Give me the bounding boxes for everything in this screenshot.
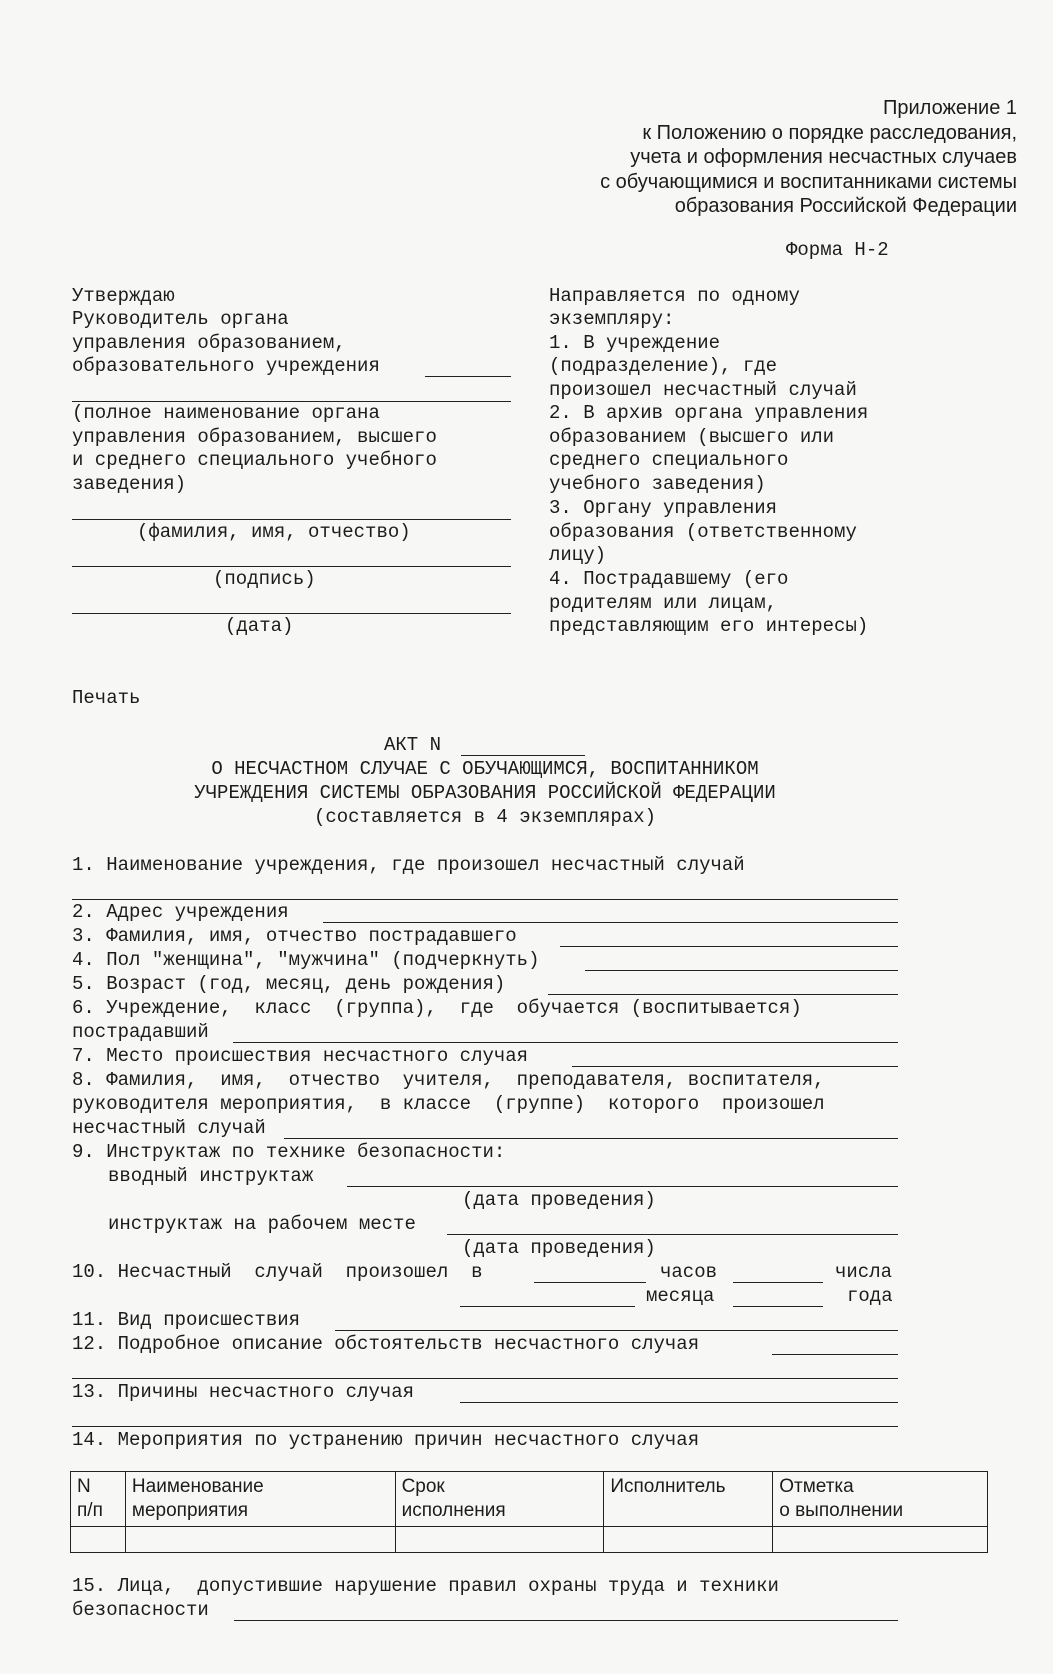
distribution-line: экземпляру: <box>549 308 675 330</box>
column-header: исполнения <box>401 1500 506 1521</box>
approve-heading: Утверждаю <box>72 285 175 307</box>
item-15-label: безопасности <box>72 1599 209 1621</box>
approve-line: Руководитель органа <box>72 308 289 330</box>
column-header: Отметка <box>779 1476 854 1497</box>
approve-line: образовательного учреждения <box>72 355 380 377</box>
appendix-line: учета и оформления несчастных случаев <box>630 146 1017 168</box>
item-6-label: пострадавший <box>72 1021 209 1043</box>
item-4-label: 4. Пол "женщина", "мужчина" (подчеркнуть) <box>72 949 540 971</box>
distribution-line: (подразделение), где <box>549 355 778 377</box>
org-hint: (полное наименование органа <box>72 402 380 424</box>
item-9b-blank[interactable] <box>447 1234 898 1235</box>
act-title-line: О НЕСЧАСТНОМ СЛУЧАЕ С ОБУЧАЮЩИМСЯ, ВОСПИТАННИКОМ <box>211 758 759 780</box>
distribution-line: 3. Органу управления <box>549 497 778 519</box>
item-8-label: 8. Фамилия, имя, отчество учителя, преподавателя, воспитателя, <box>72 1069 825 1091</box>
item-3-blank[interactable] <box>560 946 898 947</box>
distribution-line: произошел несчастный случай <box>549 379 857 401</box>
item-9-label: 9. Инструктаж по технике безопасности: <box>72 1141 506 1163</box>
column-header: п/п <box>77 1500 103 1521</box>
table-header-row <box>71 1472 988 1527</box>
item-8-blank[interactable] <box>284 1138 898 1139</box>
item-2-blank[interactable] <box>323 922 898 923</box>
distribution-line: образования (ответственному <box>549 521 857 543</box>
table-cell[interactable] <box>125 1527 395 1553</box>
date-hint: (дата) <box>225 615 294 637</box>
item-7-blank[interactable] <box>572 1066 898 1067</box>
distribution-line: родителям или лицам, <box>549 592 778 614</box>
act-title-line: УЧРЕЖДЕНИЯ СИСТЕМЫ ОБРАЗОВАНИЯ РОССИЙСКОЙ ФЕДЕРАЦИИ <box>194 782 776 804</box>
table-cell[interactable] <box>773 1527 988 1553</box>
item-13-label: 13. Причины несчастного случая <box>72 1381 415 1403</box>
item-15-label: 15. Лица, допустившие нарушение правил охраны труда и техники <box>72 1575 779 1597</box>
table-header-cell <box>773 1472 988 1527</box>
appendix-header <box>600 96 1017 219</box>
act-subtitle: (составляется в 4 экземплярах) <box>313 806 657 828</box>
item-13-blank[interactable] <box>72 1426 898 1427</box>
distribution-line: среднего специального <box>549 449 789 471</box>
item-14-label: 14. Мероприятия по устранению причин несчастного случая <box>72 1429 700 1451</box>
item-8-label: руководителя мероприятия, в классе (группе) которого произошел <box>72 1093 825 1115</box>
column-header: Срок <box>401 1476 445 1497</box>
act-number-label: АКТ N <box>384 734 442 756</box>
approve-line: управления образованием, <box>72 332 346 354</box>
distribution-line: 1. В учреждение <box>549 332 721 354</box>
item-8-label: несчастный случай <box>72 1117 266 1139</box>
item-10-label: 10. Несчастный случай произошел в <box>72 1261 483 1283</box>
org-hint: и среднего специального учебного <box>72 449 437 471</box>
act-number-blank[interactable] <box>461 755 585 756</box>
item-10-day-label: числа <box>835 1261 893 1283</box>
distribution-line: 4. Пострадавшему (его <box>549 568 789 590</box>
org-hint: управления образованием, высшего <box>72 426 437 448</box>
distribution-line: лицу) <box>549 544 607 566</box>
item-3-label: 3. Фамилия, имя, отчество пострадавшего <box>72 925 517 947</box>
item-10-year-label: года <box>847 1285 893 1307</box>
column-header: N <box>77 1476 91 1497</box>
table-cell[interactable] <box>395 1527 604 1553</box>
item-13-blank[interactable] <box>460 1402 898 1403</box>
column-header: о выполнении <box>779 1500 904 1521</box>
distribution-line: Направляется по одному <box>549 285 800 307</box>
item-10-hours-label: часов <box>660 1261 718 1283</box>
item-9b-label: инструктаж на рабочем месте <box>108 1213 416 1235</box>
item-11-blank[interactable] <box>335 1330 898 1331</box>
table-header-cell <box>395 1472 604 1527</box>
fio-hint: (фамилия, имя, отчество) <box>137 521 411 543</box>
item-6-label: 6. Учреждение, класс (группа), где обучается (воспитывается) <box>72 997 802 1019</box>
form-label: Форма Н-2 <box>786 239 889 261</box>
item-12-blank[interactable] <box>772 1354 898 1355</box>
item-9a-hint: (дата проведения) <box>462 1189 656 1211</box>
distribution-line: 2. В архив органа управления <box>549 402 869 424</box>
table-cell[interactable] <box>71 1527 126 1553</box>
table-cell[interactable] <box>604 1527 773 1553</box>
table-header-cell <box>604 1472 773 1527</box>
item-15-blank[interactable] <box>234 1620 898 1621</box>
item-12-blank[interactable] <box>72 1378 898 1379</box>
distribution-line: представляющим его интересы) <box>549 615 869 637</box>
approve-blank[interactable] <box>425 376 511 377</box>
signature-hint: (подпись) <box>213 568 316 590</box>
distribution-line: учебного заведения) <box>549 473 766 495</box>
item-9a-label: вводный инструктаж <box>108 1165 314 1187</box>
item-11-label: 11. Вид происшествия <box>72 1309 301 1331</box>
measures-table <box>70 1471 988 1553</box>
item-5-blank[interactable] <box>548 994 898 995</box>
item-5-label: 5. Возраст (год, месяц, день рождения) <box>72 973 506 995</box>
item-9a-blank[interactable] <box>347 1186 898 1187</box>
item-7-label: 7. Место происшествия несчастного случая <box>72 1045 529 1067</box>
item-10-year-blank[interactable] <box>733 1306 823 1307</box>
item-12-label: 12. Подробное описание обстоятельств несчастного случая <box>72 1333 700 1355</box>
item-4-blank[interactable] <box>585 970 898 971</box>
item-1-label: 1. Наименование учреждения, где произошел несчастный случай <box>72 854 745 876</box>
org-hint: заведения) <box>72 473 187 495</box>
item-2-label: 2. Адрес учреждения <box>72 901 289 923</box>
appendix-line: Приложение 1 <box>883 97 1017 119</box>
item-6-blank[interactable] <box>233 1042 898 1043</box>
column-header: Наименование <box>131 1476 264 1497</box>
item-10-hours-blank[interactable] <box>534 1282 646 1283</box>
item-10-day-blank[interactable] <box>733 1282 823 1283</box>
table-row <box>71 1527 988 1553</box>
item-10-month-label: месяца <box>646 1285 715 1307</box>
appendix-line: к Положению о порядке расследования, <box>642 121 1017 144</box>
appendix-line: образования Российской Федерации <box>674 195 1017 217</box>
seal-label: Печать <box>72 687 141 709</box>
distribution-line: образованием (высшего или <box>549 426 835 448</box>
item-9b-hint: (дата проведения) <box>462 1237 656 1259</box>
item-10-month-blank[interactable] <box>460 1306 635 1307</box>
table-header-cell <box>71 1472 126 1527</box>
appendix-line: с обучающимися и воспитанниками системы <box>600 170 1017 193</box>
column-header: Исполнитель <box>610 1476 726 1497</box>
column-header: мероприятия <box>131 1500 249 1521</box>
table-header-cell <box>125 1472 395 1527</box>
